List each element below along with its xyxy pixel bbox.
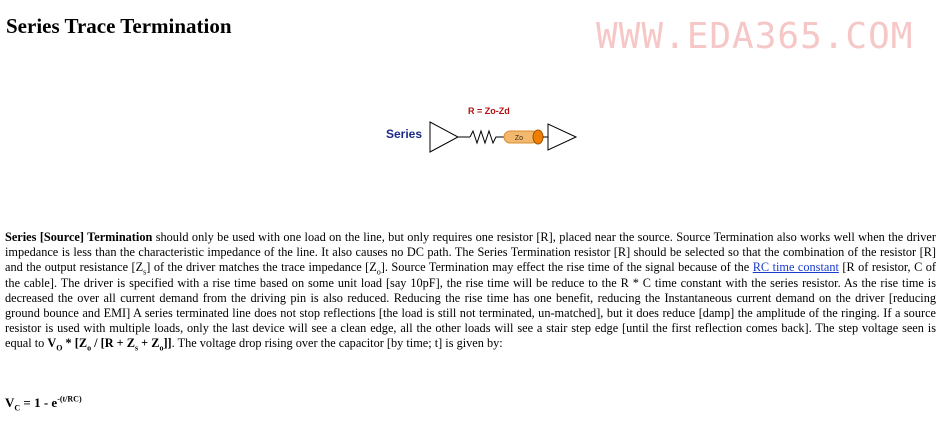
sub-s1: s: [143, 267, 147, 277]
series-label: Series: [386, 127, 423, 141]
series-termination-diagram: [380, 100, 580, 160]
body-part-2: ] of the driver matches the trace impedance [Z: [146, 260, 377, 275]
receiver-buffer-icon: [548, 124, 576, 150]
watermark: WWW.EDA365.COM: [596, 16, 914, 57]
capacitor-voltage-formula: $V_C = 1 - e^{-(t/RC)}$: [5, 394, 82, 413]
rc-time-constant-link[interactable]: RC time constant: [752, 260, 839, 275]
body-part-4: [R of resistor, C of the cable]. The driver is specified with a rise time based on some unit load [say 10pF], the rise time will be reduce to the R * C time constant with the series resistor. As the rise time is decreased the over all current demand from the driving pin is also reduced. Reducing the rise time has one benefit, reducing the Instantaneous current demand on the driver [reducing ground bounce and EMI] A series terminated line does not stop reflections [the load is still not terminated, un-matched], but it does reduce [damp] the amplitude of the ringing. If a source resistor is used with multiple loads, only the last device will see a clean edge, all the other loads will see a stair step edge [until the first reflection comes back]. The step voltage seen is equal to: [5, 260, 936, 351]
step-voltage-formula: $V_O * [Z_o / [R + Z_s + Z_o]]$: [47, 336, 172, 353]
body-part-1: should only be used with one load on the line, but only requires one resistor [R], placed near the source. Source Termination also works well when the driver impedance is less than the characteristic impedance of the line. It also causes no DC path. The Series Termination resistor [R] should be selected so that the combination of the resistor [R] and the output resistance [Z: [5, 230, 936, 275]
trace-end-cap: [533, 130, 543, 144]
driver-buffer-icon: [430, 122, 458, 152]
sub-o1: o: [376, 267, 381, 277]
body-part-3: ]. Source Termination may effect the rise time of the signal because of the: [380, 260, 753, 275]
page-title: Series Trace Termination: [6, 14, 232, 38]
trace-label: Zo: [514, 135, 524, 142]
resistor-label: R = Zo-Zd: [468, 106, 510, 116]
body-part-5: . The voltage drop rising over the capacitor [by time; t] is given by:: [171, 336, 503, 351]
body-paragraph: [5, 230, 936, 352]
resistor-icon: [470, 131, 504, 143]
lead-bold: Series [Source] Termination: [5, 230, 153, 244]
